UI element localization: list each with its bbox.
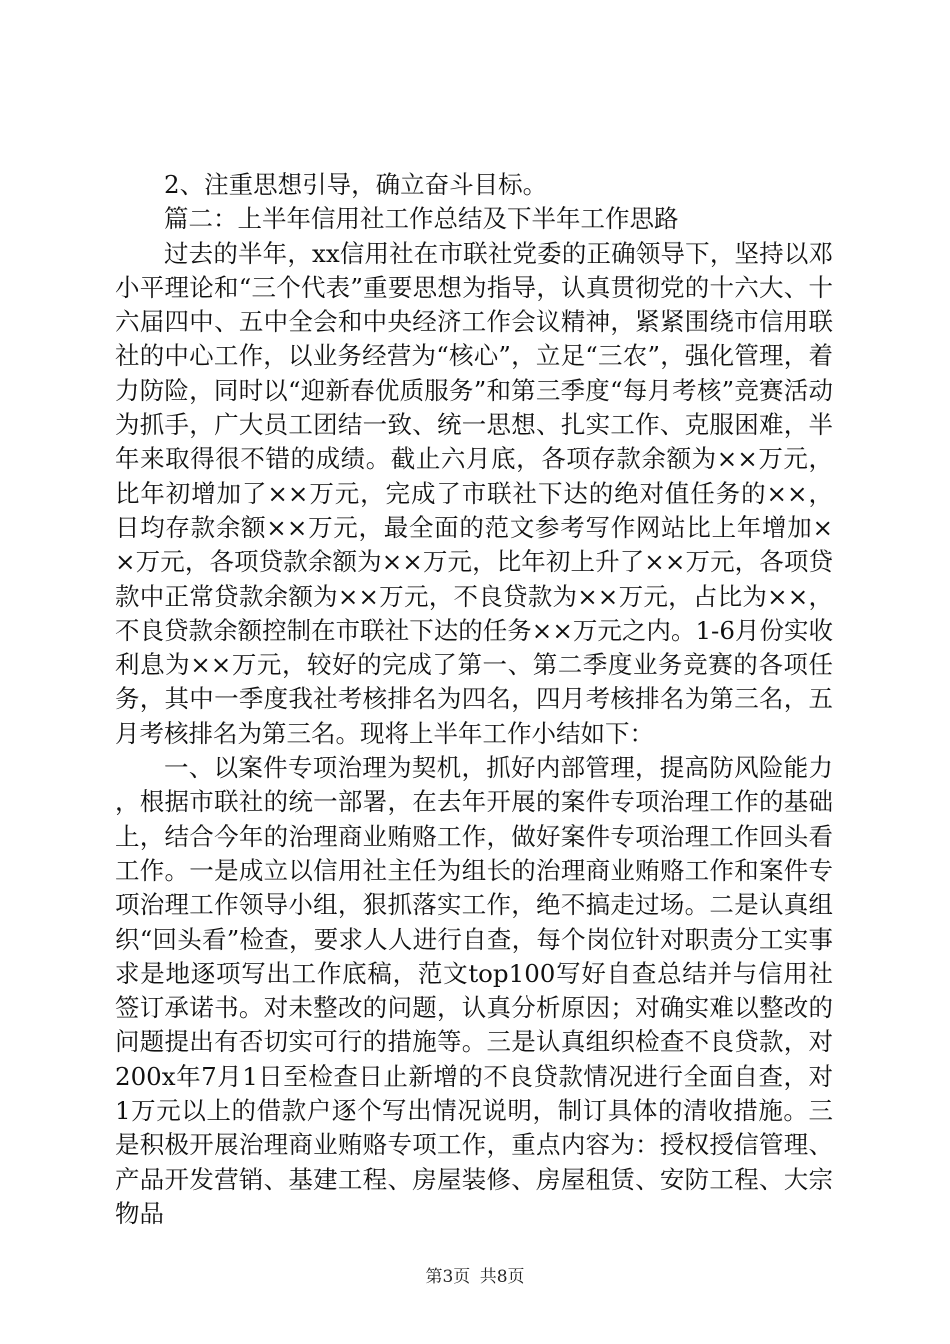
document-body	[115, 168, 833, 1231]
paragraph: 篇二：上半年信用社工作总结及下半年工作思路	[164, 204, 679, 234]
page-footer	[0, 1262, 950, 1287]
paragraph: 2、注重思想引导，确立奋斗目标。	[164, 170, 548, 199]
paragraph: 过去的半年，xx信用社在市联社党委的正确领导下，坚持以邓小平理论和“三个代表”重要思想为指导，认真贯彻党的十六大、十六届四中、五中全会和中央经济工作会议精神，紧紧围绕市信用联社的中心工作，以业务经营为“核心”，立足“三农”，强化管理，着力防险，同时以“迎新春优质服务”和第三季度“每月考核”竞赛活动为抓手，广大员工团结一致、统一思想、扎实工作、克服困难，半年来取得很不错的成绩。截止六月底，各项存款余额为××万元，比年初增加了××万元，完成了市联社下达的绝对值任务的××，日均存款余额××万元，最全面的范文参考写作网站比上年增加××万元，各项贷款余额为××万元，比年初上升了××万元，各项贷款中正常贷款余额为××万元，不良贷款为××万元，占比为××，不良贷款余额控制在市联社下达的任务××万元之内。1-6月份实收利息为××万元，较好的完成了第一、第二季度业务竞赛的各项任务，其中一季度我社考核排名为四名，四月考核排名为第三名，五月考核排名为第三名。现将上半年工作小结如下：	[115, 238, 833, 748]
paragraph: 一、以案件专项治理为契机，抓好内部管理，提高防风险能力，根据市联社的统一部署，在去年开展的案件专项治理工作的基础上，结合今年的治理商业贿赂工作，做好案件专项治理工作回头看工作。一是成立以信用社主任为组长的治理商业贿赂工作和案件专项治理工作领导小组，狠抓落实工作，绝不搞走过场。二是认真组织“回头看”检查，要求人人进行自查，每个岗位针对职责分工实事求是地逐项写出工作底稿，范文top100写好自查总结并与信用社签订承诺书。对未整改的问题，认真分析原因；对确实难以整改的问题提出有否切实可行的措施等。三是认真组织检查不良贷款，对200x年7月1日至检查日止新增的不良贷款情况进行全面自查，对1万元以上的借款户逐个写出情况说明，制订具体的清收措施。三是积极开展治理商业贿赂专项工作，重点内容为：授权授信管理、产品开发营销、基建工程、房屋装修、房屋租赁、安防工程、大宗物品	[115, 753, 833, 1228]
page-number: 第3页	[425, 1267, 471, 1287]
page-total: 共8页	[479, 1267, 525, 1287]
